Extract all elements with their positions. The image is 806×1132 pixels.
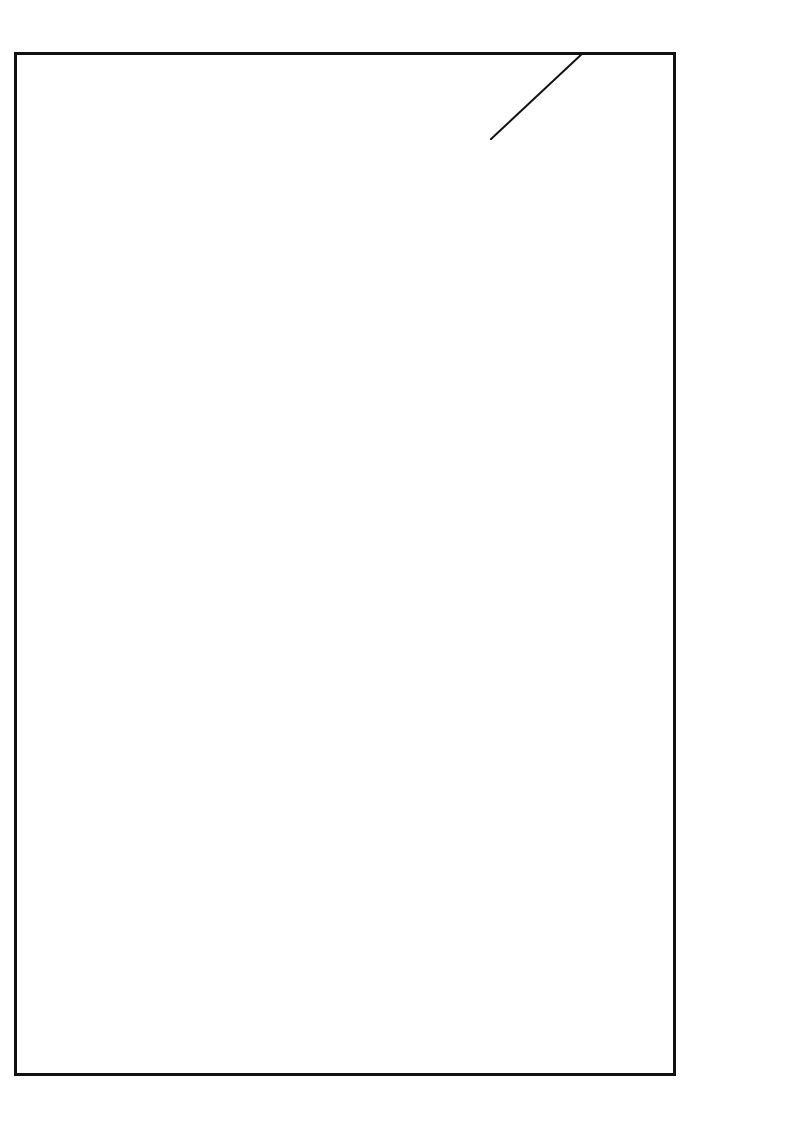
table-frame xyxy=(14,52,676,1076)
diagonal-line xyxy=(490,52,584,140)
header-diagonal-cell xyxy=(490,52,584,140)
